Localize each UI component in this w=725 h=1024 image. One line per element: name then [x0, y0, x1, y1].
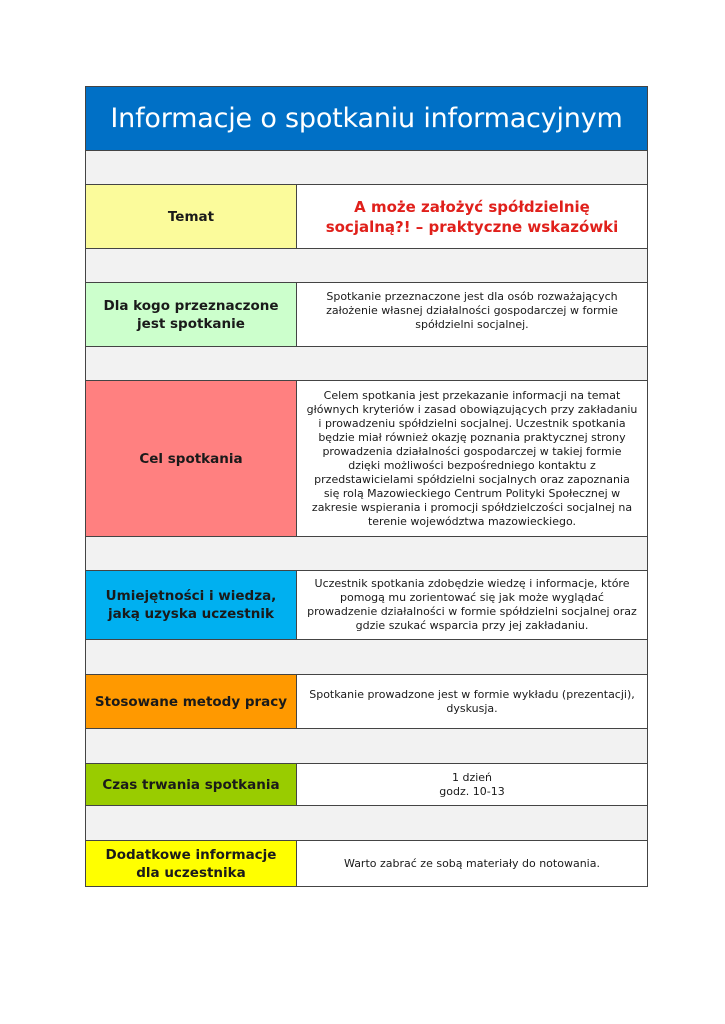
duration-days: 1 dzień — [451, 770, 493, 784]
row-skills — [86, 571, 647, 640]
duration-hours: godz. 10-13 — [439, 784, 505, 798]
spacer-row — [86, 640, 647, 675]
spacer-row — [86, 347, 647, 381]
goal-value: Celem spotkania jest przekazanie informacji na temat głównych kryteriów i zasad obowiązujących przy zakładaniu i prowadzeniu spółdzielni socjalnej. Uczestnik spotkania będzie miał również okazję poznania praktycznej strony prowadzenia działalności gospodarczej w takiej formie dzięki możliwości bezpośredniego kontaktu z przedstawicielami spółdzielni socjalnych oraz zapoznania się rolą Mazowieckiego Centrum Polityki Społecznej w zakresie wspierania i promocji spółdzielczości socjalnej na terenie województwa mazowieckiego. — [306, 388, 638, 528]
extra-info-label: Dodatkowe informacje dla uczestnika — [86, 841, 297, 886]
duration-value — [297, 764, 647, 805]
page-title: Informacje o spotkaniu informacyjnym — [86, 87, 647, 151]
methods-label: Stosowane metody pracy — [86, 675, 297, 728]
topic-value: A może założyć spółdzielnię socjalną?! – praktyczne wskazówki — [325, 197, 619, 236]
audience-value: Spotkanie przeznaczone jest dla osób rozważających założenie własnej działalności gospodarczej w formie spółdzielni socjalnej. — [326, 290, 618, 331]
audience-label: Dla kogo przeznaczone jest spotkanie — [86, 283, 297, 346]
spacer-row — [86, 537, 647, 571]
extra-info-value: Warto zabrać ze sobą materiały do notowania. — [344, 856, 600, 870]
skills-value: Uczestnik spotkania zdobędzie wiedzę i informacje, które pomogą mu zorientować się jak może wyglądać prowadzenie działalności w formie spółdzielni socjalnej oraz gdzie szukać wsparcia przy jej zakładaniu. — [307, 577, 637, 632]
methods-value: Spotkanie prowadzone jest w formie wykładu (prezentacji), dyskusja. — [309, 687, 635, 715]
row-duration — [86, 764, 647, 806]
spacer-row — [86, 806, 647, 841]
row-audience — [86, 283, 647, 347]
skills-label: Umiejętności i wiedza, jaką uzyska uczestnik — [86, 571, 297, 639]
row-goal — [86, 381, 647, 537]
row-topic — [86, 185, 647, 249]
duration-label: Czas trwania spotkania — [86, 764, 297, 805]
spacer-row — [86, 151, 647, 185]
goal-label: Cel spotkania — [86, 381, 297, 536]
row-methods — [86, 675, 647, 729]
info-table — [85, 86, 648, 887]
spacer-row — [86, 729, 647, 764]
spacer-row — [86, 249, 647, 283]
row-extra-info — [86, 841, 647, 886]
topic-label: Temat — [86, 185, 297, 248]
